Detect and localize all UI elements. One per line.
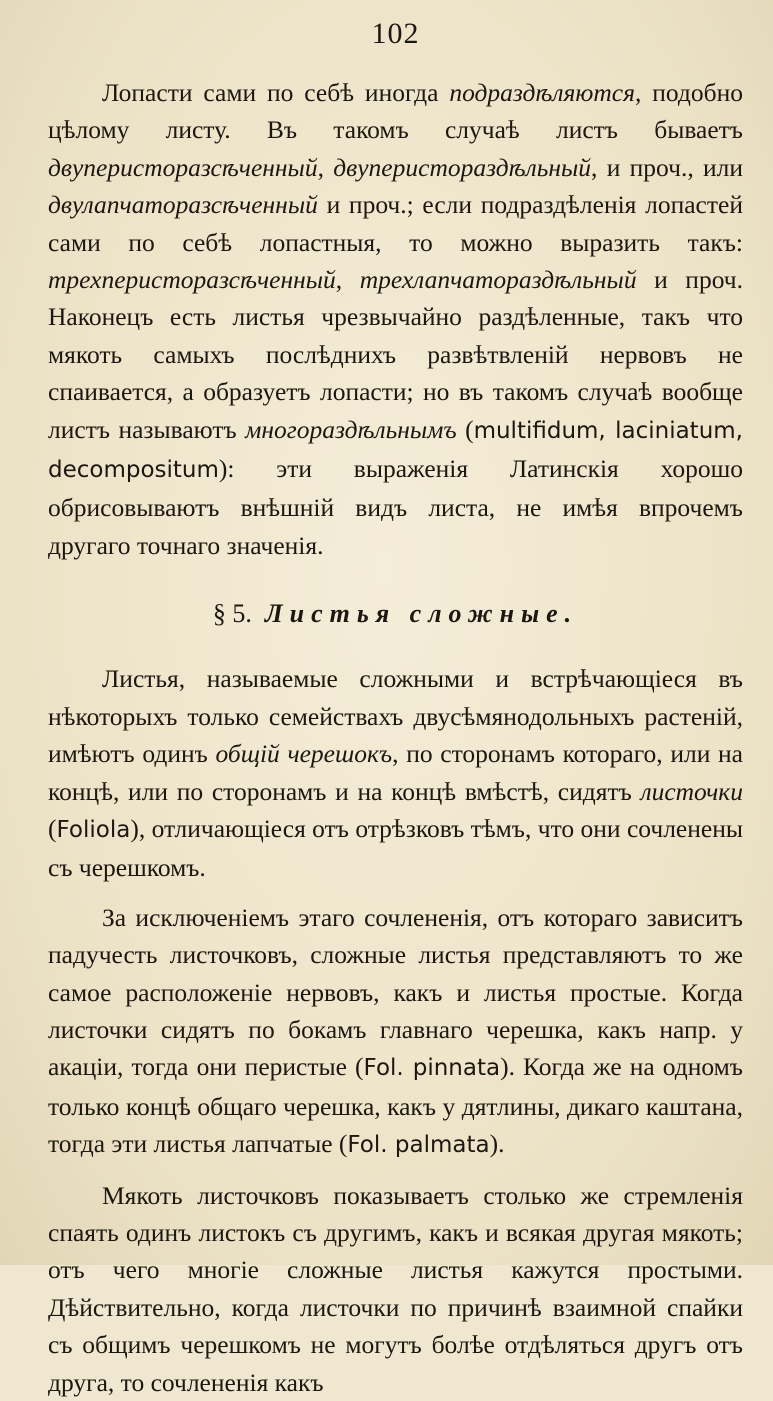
text-run: ( (456, 414, 474, 444)
text-run: ( (48, 813, 57, 843)
italic-term: двуперистораздѣльный (333, 152, 592, 182)
italic-term: многораздѣльнымъ (245, 414, 457, 444)
paragraph-articulation (48, 899, 743, 1165)
latin-term: Foliola (56, 816, 131, 843)
section-title: Листья сложные. (264, 599, 579, 629)
paragraph-leaflet-tissue (48, 1177, 743, 1401)
text-run: ). (489, 1129, 505, 1159)
italic-term: двулапчаторазсѣченный (48, 190, 318, 220)
text-run: , подобно цѣлому листу. Въ такомъ случаѣ листъ бываетъ (48, 78, 743, 145)
text-run: , и проч., или (591, 152, 743, 182)
italic-term: двуперисторазсѣченный (48, 152, 318, 182)
text-run: Мякоть листочковъ показываетъ столько же стремленія спаять одинъ листокъ съ другимъ, какъ и всякая другая мякоть; отъ чего многіе сложные листья кажутся простыми. Дѣйствительно, когда листочки по причинѣ взаимной спайки съ общимъ черешкомъ не могутъ болѣе отдѣляться другъ отъ друга, то сочлененія какъ (48, 1180, 743, 1397)
text-run: , (317, 152, 334, 182)
text-run: , по сторонамъ котораго, или на концѣ, или по сторонамъ и на концѣ вмѣстѣ, сидятъ (48, 739, 743, 806)
italic-term: трехлапчатораздѣльный (359, 265, 637, 295)
text-run: и проч.; если подраздѣленія лопастей сами по себѣ лопастныя, то можно выразить такъ: (48, 190, 743, 257)
text-run: За исключеніемъ этаго сочлененія, отъ котораго зависитъ падучесть листочковъ, сложные листья представляютъ то же самое расположеніе нервовъ, какъ и листья простые. Когда листочки сидятъ по бокамъ главнаго черешка, какъ напр. у акаціи, тогда они перистые ( (48, 902, 743, 1082)
text-run: Лопасти сами по себѣ иногда (102, 78, 450, 107)
italic-term: общій черешокъ (215, 739, 393, 769)
paragraph-lobes (48, 74, 743, 564)
latin-term: Fol. palmata (347, 1132, 490, 1159)
italic-term: листочки (640, 776, 743, 806)
latin-term: Fol. pinnata (363, 1055, 501, 1082)
text-run: ). Когда же на одномъ только концѣ общаго черешка, какъ у дятлины, дикаго каштана, тогда эти листья лапчатые ( (48, 1052, 743, 1159)
text-run: Листья, называемые сложными и встрѣчающіеся въ нѣкоторыхъ только семействахъ двусѣмянодольныхъ растеній, имѣютъ одинъ (48, 664, 743, 769)
italic-term: трехперисторазсѣченный (48, 265, 336, 295)
section-heading (48, 596, 743, 632)
text-run: ): эти выраженія Латинскія хорошо обрисовываютъ внѣшній видъ листа, не имѣя впрочемъ другаго точнаго значенія. (48, 454, 743, 560)
text-run: , (335, 265, 360, 295)
italic-term: подраздѣляются (449, 78, 635, 107)
text-run: ), отличающіеся отъ отрѣзковъ тѣмъ, что они сочленены съ черешкомъ. (48, 813, 743, 883)
section-number: § 5. (212, 599, 252, 629)
latin-term: multifidum, laciniatum, decompositum (48, 417, 743, 484)
text-run: и проч. Наконецъ есть листья чрезвычайно раздѣленные, такъ что мякоть самыхъ послѣднихъ развѣтвленій нервовъ не спаивается, а образуетъ лопасти; но въ такомъ случаѣ вообще листъ называютъ (48, 265, 743, 444)
paragraph-compound-leaves (48, 660, 743, 886)
page-number: 102 (371, 17, 420, 50)
